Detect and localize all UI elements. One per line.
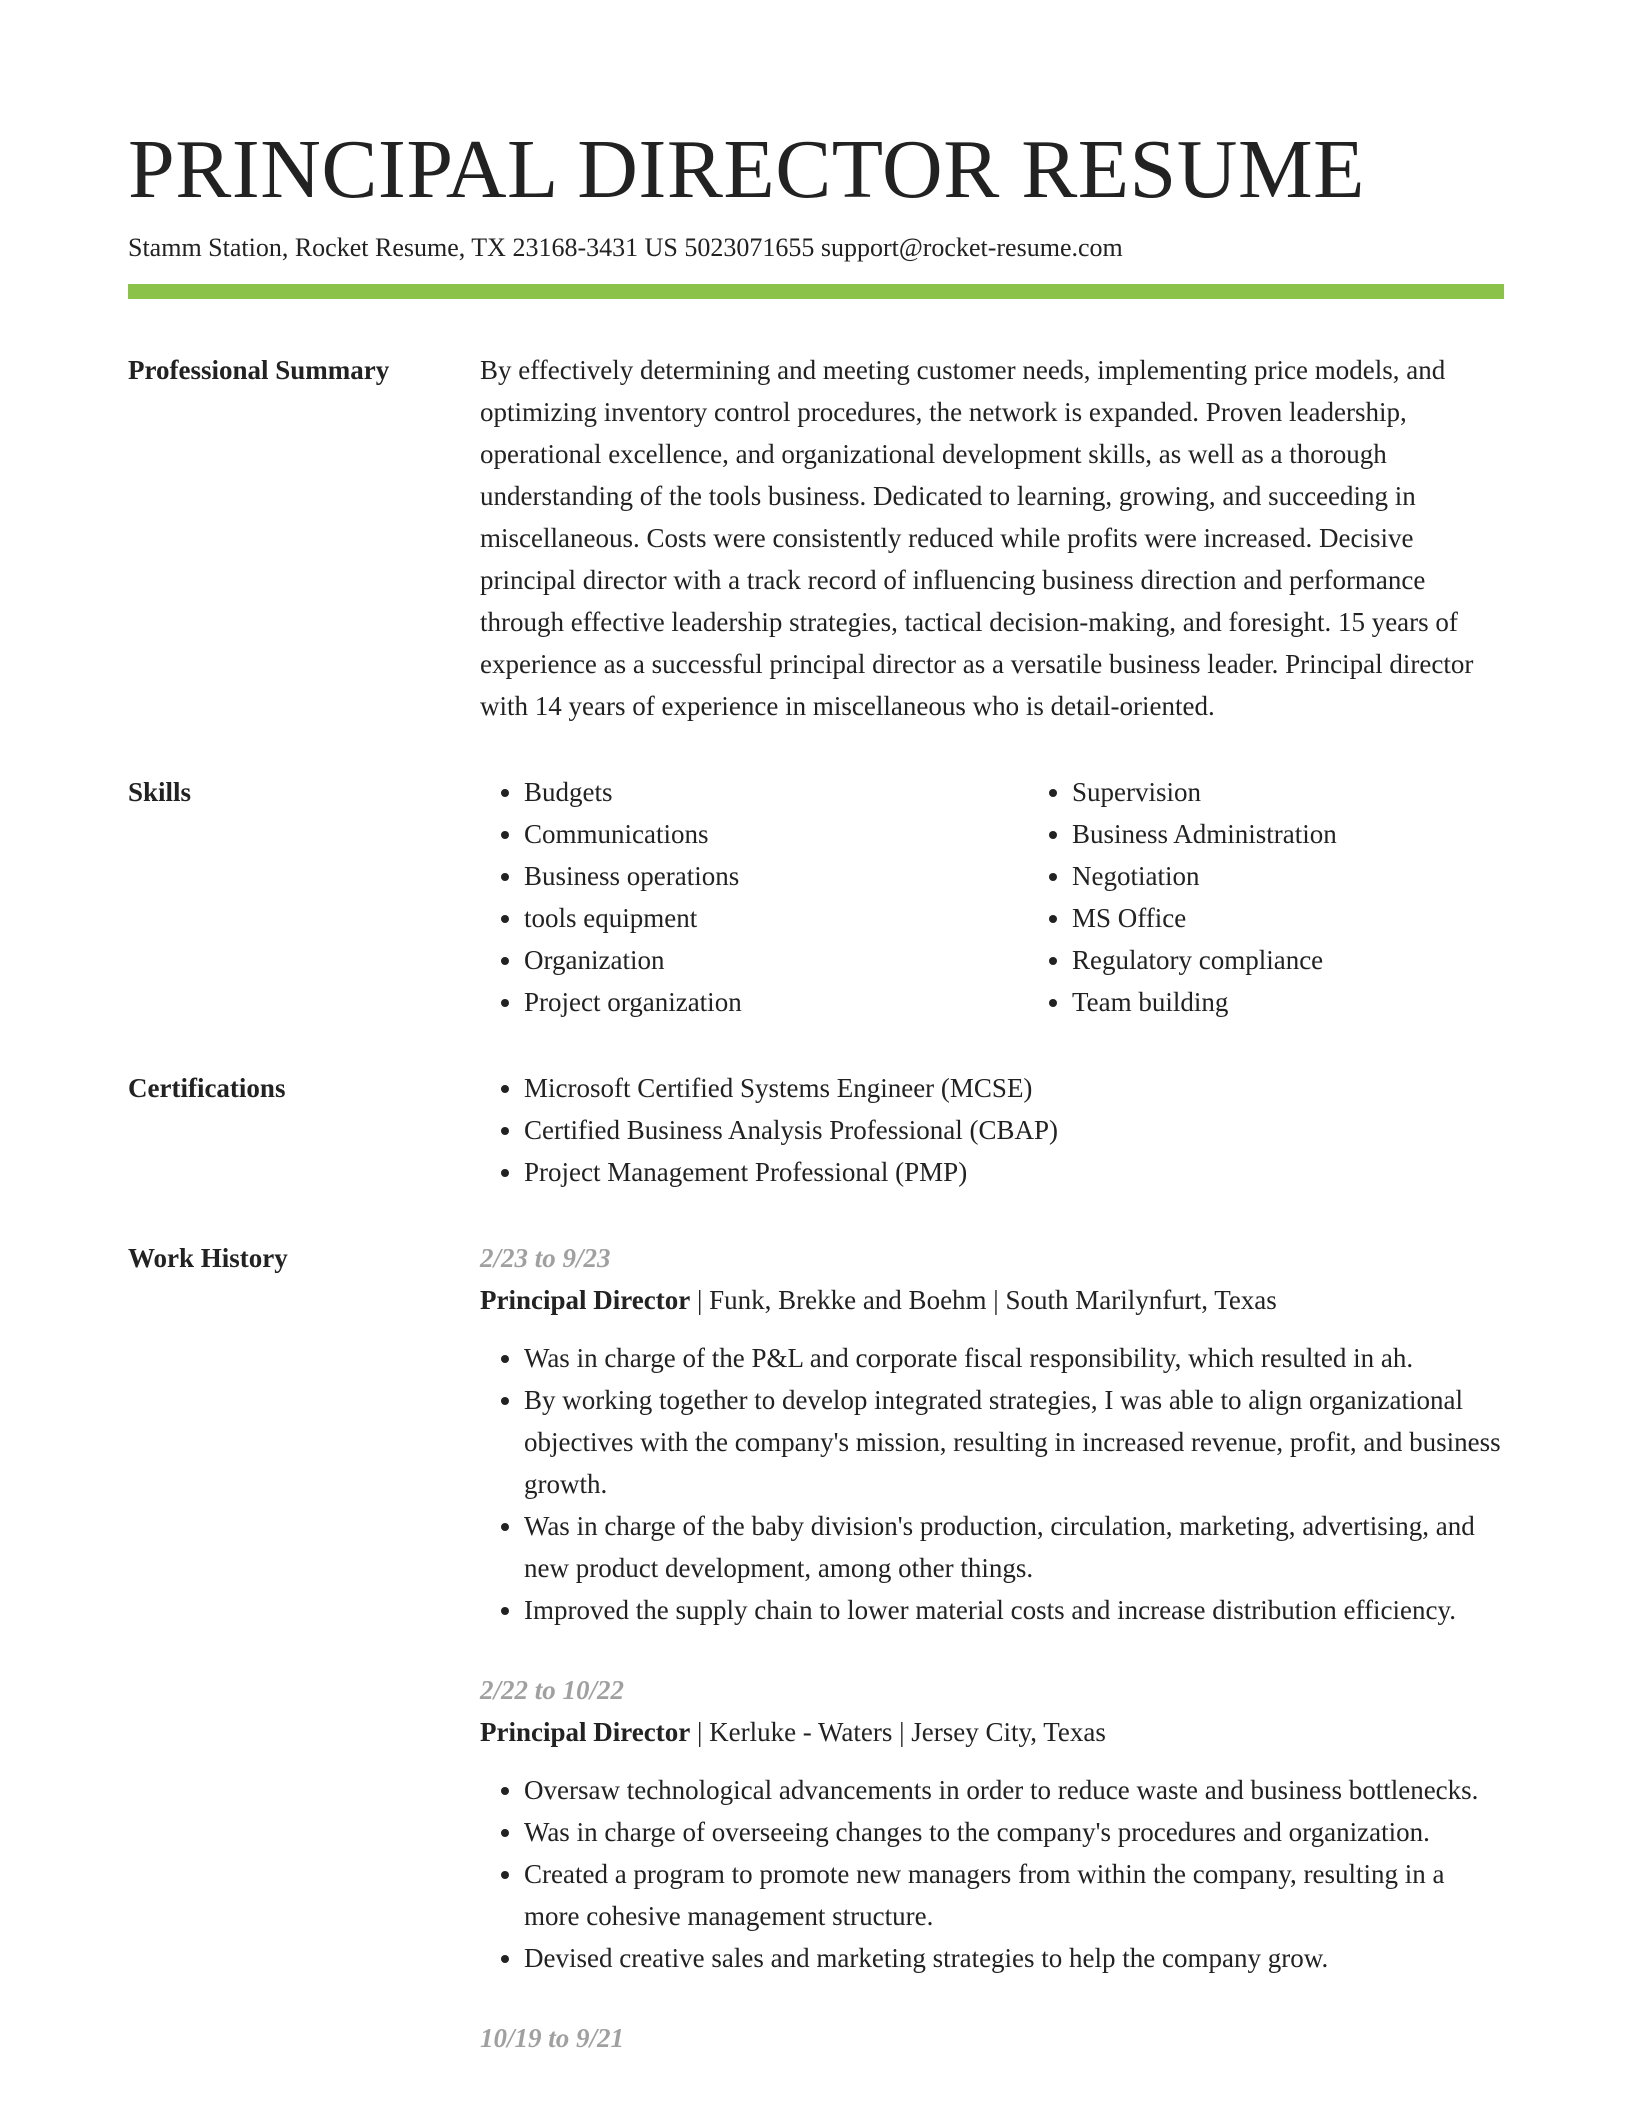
job-bullet: • Created a program to promote new managers from within the company, resulting in a more cohesive management structure.	[524, 1853, 1504, 1937]
skills-list-right	[1028, 771, 1576, 1023]
skill-item: • MS Office	[1072, 897, 1576, 939]
section-label-summary: Professional Summary	[128, 355, 390, 385]
job-dates: 10/19 to 9/21	[480, 2023, 625, 2053]
job-title: Principal Director	[480, 1717, 691, 1747]
skill-item: • Negotiation	[1072, 855, 1576, 897]
skills-grid	[480, 771, 1576, 1023]
certification-item: • Certified Business Analysis Professional (CBAP)	[524, 1109, 1504, 1151]
skill-item: • Project organization	[524, 981, 1028, 1023]
job-heading	[480, 1711, 1504, 1753]
job-entry	[480, 1669, 1504, 1979]
job-bullets	[480, 1337, 1504, 1631]
job-bullet: • Was in charge of the P&L and corporate fiscal responsibility, which resulted in ah.	[524, 1337, 1504, 1379]
job-bullets	[480, 1769, 1504, 1979]
job-entry	[480, 2017, 1504, 2059]
skill-item: • Team building	[1072, 981, 1576, 1023]
job-bullet: • Devised creative sales and marketing strategies to help the company grow.	[524, 1937, 1504, 1979]
job-bullet: • Improved the supply chain to lower material costs and increase distribution efficiency.	[524, 1589, 1504, 1631]
job-bullet: • Oversaw technological advancements in order to reduce waste and business bottlenecks.	[524, 1769, 1504, 1811]
job-dates: 2/23 to 9/23	[480, 1243, 611, 1273]
skill-item: • Regulatory compliance	[1072, 939, 1576, 981]
section-label-certifications: Certifications	[128, 1073, 286, 1103]
job-dates: 2/22 to 10/22	[480, 1675, 625, 1705]
section-label-skills: Skills	[128, 777, 192, 807]
job-bullet: • By working together to develop integrated strategies, I was able to align organizational objectives with the company's mission, resulting in increased revenue, profit, and business growth.	[524, 1379, 1504, 1505]
section-label-work-history: Work History	[128, 1243, 288, 1273]
skill-item: • tools equipment	[524, 897, 1028, 939]
job-entry	[480, 1237, 1504, 1631]
contact-line: Stamm Station, Rocket Resume, TX 23168-3431 US 5023071655 support@rocket-resume.com	[128, 233, 1123, 262]
accent-divider	[128, 284, 1504, 299]
certification-item: • Microsoft Certified Systems Engineer (MCSE)	[524, 1067, 1504, 1109]
job-heading	[480, 1279, 1504, 1321]
job-details: | Kerluke - Waters | Jersey City, Texas	[690, 1717, 1106, 1747]
skill-item: • Business operations	[524, 855, 1028, 897]
skill-item: • Budgets	[524, 771, 1028, 813]
skill-item: • Business Administration	[1072, 813, 1576, 855]
certifications-list	[480, 1067, 1504, 1193]
skill-item: • Supervision	[1072, 771, 1576, 813]
job-details: | Funk, Brekke and Boehm | South Marilynfurt, Texas	[690, 1285, 1277, 1315]
work-history-section	[128, 1237, 1504, 2097]
resume-page	[128, 120, 1504, 2097]
summary-text: By effectively determining and meeting customer needs, implementing price models, and optimizing inventory control procedures, the network is expanded. Proven leadership, operational excellence, and organizational development skills, as well as a thorough understanding of the tools business. Dedicated to learning, growing, and succeeding in miscellaneous. Costs were consistently reduced while profits were increased. Decisive principal director with a track record of influencing business direction and performance through effective leadership strategies, tactical decision-making, and foresight. 15 years of experience as a successful principal director as a versatile business leader. Principal director with 14 years of experience in miscellaneous who is detail-oriented.	[480, 355, 1474, 721]
summary-section	[128, 349, 1504, 727]
skill-item: • Communications	[524, 813, 1028, 855]
skill-item: • Organization	[524, 939, 1028, 981]
certifications-section	[128, 1067, 1504, 1193]
job-bullet: • Was in charge of the baby division's production, circulation, marketing, advertising, and new product development, among other things.	[524, 1505, 1504, 1589]
certification-item: • Project Management Professional (PMP)	[524, 1151, 1504, 1193]
job-title: Principal Director	[480, 1285, 691, 1315]
resume-title: PRINCIPAL DIRECTOR RESUME	[128, 123, 1365, 216]
skills-section	[128, 771, 1504, 1023]
job-bullet: • Was in charge of overseeing changes to the company's procedures and organization.	[524, 1811, 1504, 1853]
skills-list-left	[480, 771, 1028, 1023]
